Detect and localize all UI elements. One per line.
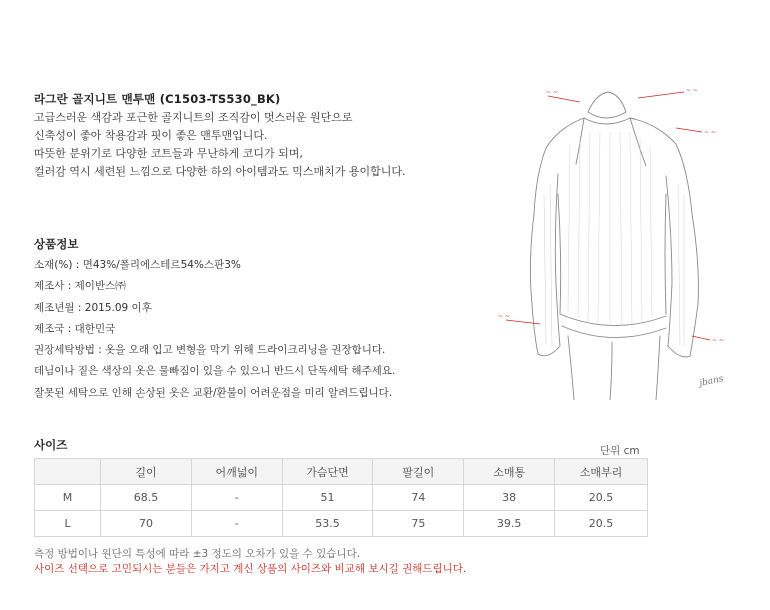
table-cell: 51 bbox=[282, 485, 373, 511]
size-table-header bbox=[35, 459, 648, 485]
sketch-note-mark: ~ ~ bbox=[712, 337, 724, 344]
info-row-country: 제조국 : 대한민국 bbox=[34, 322, 116, 335]
measurement-note: 측정 방법이나 원단의 특성에 따라 ±3 정도의 오차가 있을 수 있습니다. bbox=[34, 548, 361, 560]
table-cell: - bbox=[191, 511, 282, 537]
description-line: 따뜻한 분위기로 다양한 코트들과 무난하게 코디가 되며, bbox=[34, 147, 303, 160]
header-cell: 소매통 bbox=[464, 459, 555, 485]
description-line: 컬러감 역시 세련된 느낌으로 다양한 하의 아이템과도 믹스매치가 용이합니다. bbox=[34, 165, 406, 178]
sweater-sketch-illustration bbox=[488, 84, 748, 400]
info-row-date: 제조년월 : 2015.09 이후 bbox=[34, 301, 152, 314]
header-cell bbox=[35, 459, 101, 485]
table-cell: 70 bbox=[101, 511, 192, 537]
header-cell: 길이 bbox=[101, 459, 192, 485]
table-cell: 68.5 bbox=[101, 485, 192, 511]
signature-text: jbans bbox=[698, 374, 725, 389]
size-title: 사이즈 bbox=[34, 438, 68, 452]
header-cell: 어깨넓이 bbox=[191, 459, 282, 485]
info-row-washing-3: 잘못된 세탁으로 인해 손상된 옷은 교환/환불이 어려운점을 미리 알려드립니다. bbox=[34, 386, 393, 399]
info-row-material: 소재(%) : 면43%/폴리에스테르54%스판3% bbox=[34, 259, 241, 271]
description-line: 신축성이 좋아 착용감과 핏이 좋은 맨투맨입니다. bbox=[34, 129, 268, 142]
size-unit: 단위 cm bbox=[600, 445, 640, 457]
table-cell: 53.5 bbox=[282, 511, 373, 537]
header-cell: 소매부리 bbox=[555, 459, 648, 485]
size-table bbox=[34, 458, 648, 537]
info-row-washing-2: 데님이나 짙은 색상의 옷은 물빠짐이 있을 수 있으니 반드시 단독세탁 해주세요. bbox=[34, 365, 396, 378]
sketch-note-mark: ~ ~ bbox=[546, 89, 558, 96]
table-cell: 74 bbox=[373, 485, 464, 511]
header-cell: 가슴단면 bbox=[282, 459, 373, 485]
description-line: 고급스러운 색감과 포근한 골지니트의 조직감이 멋스러운 원단으로 bbox=[34, 111, 353, 124]
size-advice-note: 사이즈 선택으로 고민되시는 분들은 가지고 계신 상품의 사이즈와 비교해 보시길 권해드립니다. bbox=[34, 563, 467, 575]
table-cell: - bbox=[191, 485, 282, 511]
table-cell: 20.5 bbox=[555, 485, 648, 511]
sketch-note-mark: ~ ~ bbox=[686, 87, 698, 94]
table-row bbox=[35, 485, 648, 511]
table-cell: 20.5 bbox=[555, 511, 648, 537]
sketch-note-mark: ~ ~ bbox=[704, 129, 716, 136]
table-cell: 38 bbox=[464, 485, 555, 511]
info-title: 상품정보 bbox=[34, 237, 79, 251]
table-cell: 39.5 bbox=[464, 511, 555, 537]
table-row bbox=[35, 511, 648, 537]
table-cell: 75 bbox=[373, 511, 464, 537]
info-row-washing: 권장세탁방법 : 옷을 오래 입고 변형을 막기 위해 드라이크리닝을 권장합니다. bbox=[34, 344, 386, 357]
product-title: 라그란 골지니트 맨투맨 (C1503-TS530_BK) bbox=[34, 92, 281, 106]
info-row-maker: 제조사 : 제이반스㈜ bbox=[34, 280, 126, 293]
product-description bbox=[34, 109, 406, 181]
size-label: L bbox=[35, 511, 101, 537]
size-label: M bbox=[35, 485, 101, 511]
header-cell: 팔길이 bbox=[373, 459, 464, 485]
product-info-list bbox=[34, 255, 395, 404]
sketch-note-mark: ~ ~ bbox=[498, 313, 510, 320]
